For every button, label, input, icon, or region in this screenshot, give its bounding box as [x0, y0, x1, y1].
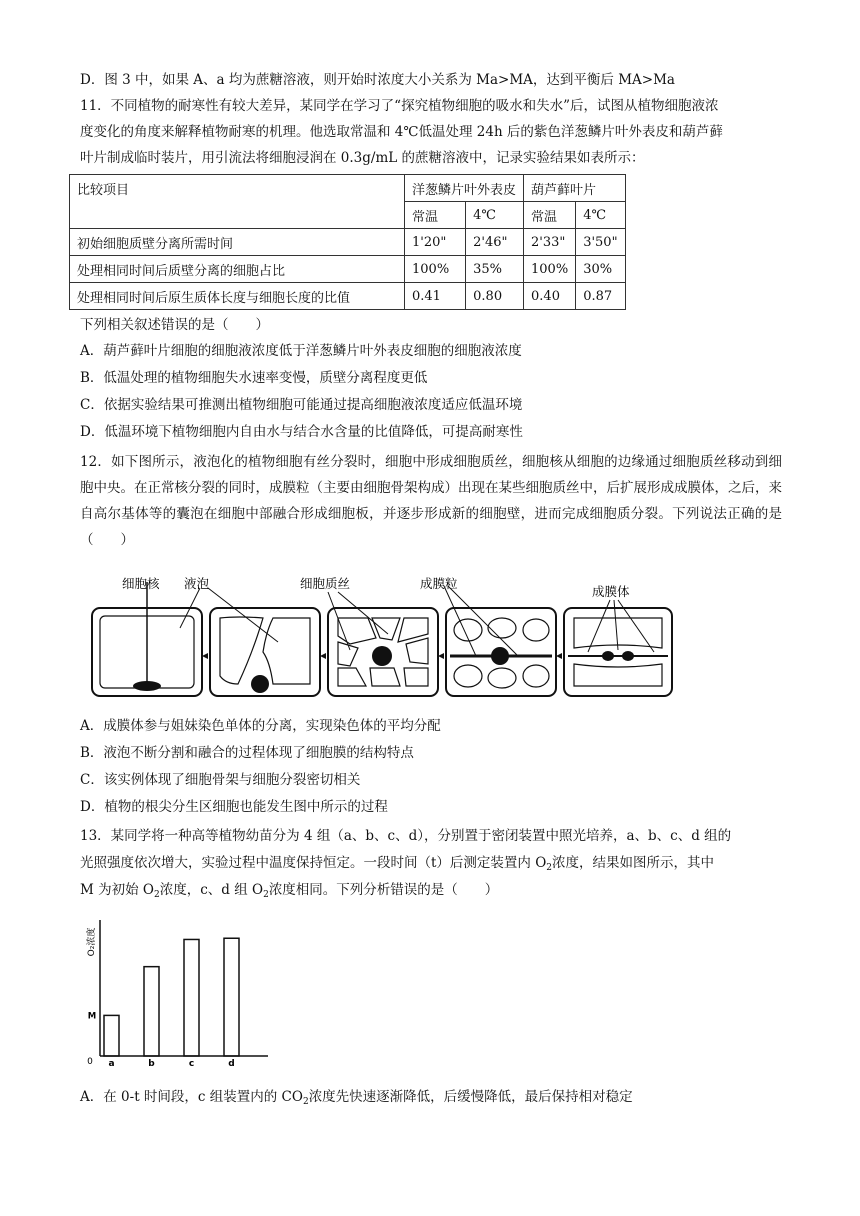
q11-question: 下列相关叙述错误的是（ ） — [80, 317, 269, 333]
cell-5-wall — [564, 608, 672, 696]
origin-label: 0 — [87, 1057, 93, 1067]
x-tick-label: d — [228, 1059, 235, 1069]
cell: 35% — [466, 256, 524, 283]
q13-option-a: A．在 0-t 时间段，c 组装置内的 $CO_2$浓度先快速逐渐降低，后缓慢降低，最后保持相对稳定 — [80, 1089, 633, 1107]
y-tick-m: M — [87, 1011, 97, 1022]
row-label: 初始细胞质壁分离所需时间 — [70, 229, 405, 256]
cell: 3'50" — [576, 229, 625, 256]
q11-stem-line-1: 11．不同植物的耐寒性有较大差异，某同学在学习了“探究植物细胞的吸水和失水”后，试图从植物细胞液浓 — [80, 98, 719, 114]
cell: 100% — [524, 256, 576, 283]
table-row — [70, 256, 626, 283]
row-label: 处理相同时间后原生质体长度与细胞长度的比值 — [70, 283, 405, 310]
q11-option-d: D．低温环境下植物细胞内自由水与结合水含量的比值降低，可提高耐寒性 — [80, 424, 523, 440]
table-subheader: 4℃ — [466, 202, 524, 229]
table-subheader: 常温 — [405, 202, 466, 229]
q12-option-d: D．植物的根尖分生区细胞也能发生图中所示的过程 — [80, 799, 388, 815]
label-vacuole: 液泡 — [184, 576, 210, 591]
cell-5-daughter-nucleus-right — [622, 651, 634, 661]
x-tick-label: b — [148, 1059, 155, 1069]
cell-5-vacuoles — [574, 618, 662, 686]
table-header-group1: 洋葱鳞片叶外表皮 — [405, 175, 524, 202]
table-row — [70, 229, 626, 256]
bar-b — [144, 967, 159, 1056]
cell-2-vacuole-left — [220, 617, 263, 684]
q10-option-d: D．图 3 中，如果 A、a 均为蔗糖溶液，则开始时浓度大小关系为 Ma>MA，达到平衡后 MA>Ma — [80, 72, 675, 88]
q13-bar-chart — [82, 912, 282, 1072]
label-nucleus: 细胞核 — [122, 576, 160, 591]
cell: 0.40 — [524, 283, 576, 310]
q11-option-a: A．葫芦藓叶片细胞的细胞液浓度低于洋葱鳞片叶外表皮细胞的细胞液浓度 — [80, 343, 522, 359]
x-tick-label: a — [108, 1059, 115, 1069]
q12-stem: 12．如下图所示，液泡化的植物细胞有丝分裂时，细胞中形成细胞质丝，细胞核从细胞的边缘通过细胞质丝移动到细胞中央。在正常核分裂的同时，成膜粒（主要由细胞骨架构成）出现在某些细胞质丝中，后扩展形成成膜体，之后，来自高尔基体等的囊泡在细胞中部融合形成细胞板，并逐步形成新的细胞壁，进而完成细胞质分裂。下列说法正确的是（ ） — [80, 454, 782, 548]
row-label: 处理相同时间后质壁分离的细胞占比 — [70, 256, 405, 283]
label-leaders — [180, 586, 654, 656]
cell-2-vacuole-right — [263, 618, 310, 684]
cell-1-nucleus — [133, 681, 161, 691]
cell: 2'33" — [524, 229, 576, 256]
label-phragmoplast: 成膜体 — [592, 584, 630, 599]
label-cytoplasmic-strand: 细胞质丝 — [300, 576, 351, 591]
y-axis-label: O₂浓度 — [87, 927, 97, 957]
cell: 0.41 — [405, 283, 466, 310]
cell-4-nucleus — [491, 647, 509, 665]
cell: 0.87 — [576, 283, 625, 310]
table-row — [70, 283, 626, 310]
q11-option-c: C．依据实验结果可推测出植物细胞可能通过提高细胞液浓度适应低温环境 — [80, 397, 523, 413]
bar-d — [224, 938, 239, 1056]
table-header-item: 比较项目 — [70, 175, 405, 229]
cell: 1'20" — [405, 229, 466, 256]
q11-stem-line-2: 度变化的角度来解释植物耐寒的机理。他选取常温和 4℃低温处理 24h 后的紫色洋葱鳞片叶外表皮和葫芦藓 — [80, 124, 723, 140]
q11-comparison-table — [69, 174, 626, 310]
q12-option-a: A．成膜体参与姐妹染色单体的分离，实现染色体的平均分配 — [80, 718, 441, 734]
cell: 0.80 — [466, 283, 524, 310]
q11-stem-line-3: 叶片制成临时装片，用引流法将细胞浸润在 0.3g/mL 的蔗糖溶液中，记录实验结果如表所示： — [80, 150, 645, 166]
q13-stem-line-3: M 为初始 $O_2$浓度，c、d 组 $O_2$浓度相同。下列分析错误的是（ ） — [80, 882, 499, 900]
cell: 100% — [405, 256, 466, 283]
cell: 2'46" — [466, 229, 524, 256]
cell-3-nucleus — [372, 646, 392, 666]
cell-5-daughter-nucleus-left — [602, 651, 614, 661]
table-subheader: 常温 — [524, 202, 576, 229]
bar-c — [184, 939, 199, 1056]
q13-stem-line-2: 光照强度依次增大，实验过程中温度保持恒定。一段时间（t）后测定装置内 $O_2$浓度，结果如图所示，其中 — [80, 855, 715, 873]
cell-2-nucleus — [251, 675, 269, 693]
table-header-group2: 葫芦藓叶片 — [524, 175, 626, 202]
cell: 30% — [576, 256, 625, 283]
label-phragmosome-granule: 成膜粒 — [420, 576, 458, 591]
q12-option-b: B．液泡不断分割和融合的过程体现了细胞膜的结构特点 — [80, 745, 414, 761]
table-subheader: 4℃ — [576, 202, 625, 229]
q12-option-c: C．该实例体现了细胞骨架与细胞分裂密切相关 — [80, 772, 361, 788]
q12-cell-division-figure — [88, 572, 676, 702]
bar-a — [104, 1015, 119, 1056]
x-tick-label: c — [188, 1059, 195, 1069]
q13-stem-line-1: 13．某同学将一种高等植物幼苗分为 4 组（a、b、c、d），分别置于密闭装置中照光培养，a、b、c、d 组的 — [80, 828, 732, 844]
q11-option-b: B．低温处理的植物细胞失水速率变慢，质壁分离程度更低 — [80, 370, 428, 386]
